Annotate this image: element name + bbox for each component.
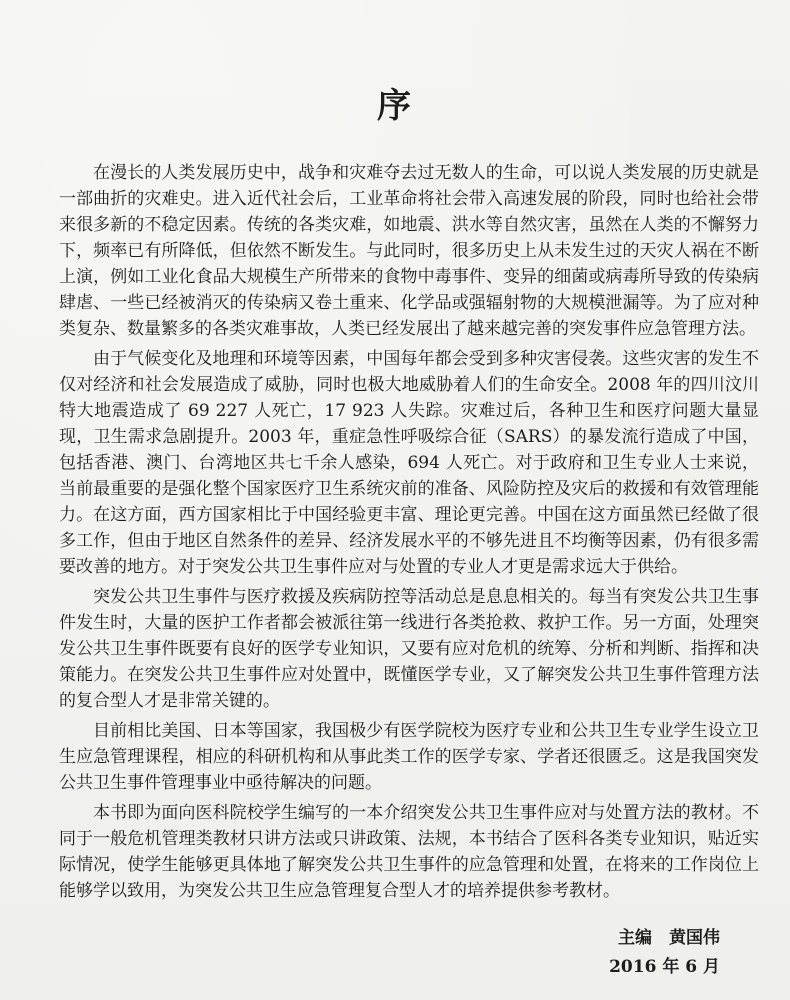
paragraph-4: 目前相比美国、日本等国家，我国极少有医学院校为医疗专业和公共卫生专业学生设立卫生应急管理课程，相应的科研机构和从事此类工作的医学专家、学者还很匮乏。这是我国突发公共卫生事件管理事业中亟待解决的问题。 <box>59 721 759 793</box>
page-title: 序 <box>377 86 413 126</box>
paragraph-1: 在漫长的人类发展历史中，战争和灾难夺去过无数人的生命，可以说人类发展的历史就是一部曲折的灾难史。进入近代社会后，工业革命将社会带入高速发展的阶段，同时也给社会带来很多新的不稳定因素。传统的各类灾难，如地震、洪水等自然灾害，虽然在人类的不懈努力下，频率已有所降低，但依然不断发生。与此同时，很多历史上从未发生过的天灾人祸在不断上演，例如工业化食品大规模生产所带来的食物中毒事件、变异的细菌或病毒所导致的传染病肆虐、一些已经被消灭的传染病又卷土重来、化学品或强辐射物的大规模泄漏等。为了应对种类复杂、数量繁多的各类灾难事故，人类已经发展出了越来越完善的突发事件应急管理方法。 <box>59 163 759 339</box>
paragraph-2: 由于气候变化及地理和环境等因素，中国每年都会受到多种灾害侵袭。这些灾害的发生不仅对经济和社会发展造成了威胁，同时也极大地威胁着人们的生命安全。2008 年的四川汶川特大地震造成了 69 227 人死亡，17 923 人失踪。灾难过后，各种卫生和医疗问题大量显现，卫生需求急剧提升。2003 年，重症急性呼吸综合征（SARS）的暴发流行造成了中国，包括香港、澳门、台湾地区共七千余人感染，694 人死亡。对于政府和卫生专业人士来说，当前最重要的是强化整个国家医疗卫生系统灾前的准备、风险防控及灾后的救援和有效管理能力。在这方面，西方国家相比于中国经验更丰富、理论更完善。中国在这方面虽然已经做了很多工作，但由于地区自然条件的差异、经济发展水平的不够先进且不均衡等因素，仍有很多需要改善的地方。对于突发公共卫生事件应对与处置的专业人才更是需求远大于供给。 <box>59 349 759 577</box>
signature-date: 2016 年 6 月 <box>609 957 720 977</box>
preface-body <box>59 160 759 908</box>
paragraph-3: 突发公共卫生事件与医疗救援及疾病防控等活动总是息息相关的。每当有突发公共卫生事件发生时，大量的医护工作者都会被派往第一线进行各类抢救、救护工作。另一方面，处理突发公共卫生事件既要有良好的医学专业知识，又要有应对危机的统筹、分析和判断、指挥和决策能力。在突发公共卫生事件应对处置中，既懂医学专业，又了解突发公共卫生事件管理方法的复合型人才是非常关键的。 <box>59 587 759 711</box>
paragraph-5: 本书即为面向医科院校学生编写的一本介绍突发公共卫生事件应对与处置方法的教材。不同于一般危机管理类教材只讲方法或只讲政策、法规，本书结合了医科各类专业知识，贴近实际情况，使学生能够更具体地了解突发公共卫生事件的应急管理和处置，在将来的工作岗位上能够学以致用，为突发公共卫生应急管理复合型人才的培养提供参考教材。 <box>59 803 759 901</box>
editor-signature: 主编 黄国伟 <box>618 928 720 948</box>
